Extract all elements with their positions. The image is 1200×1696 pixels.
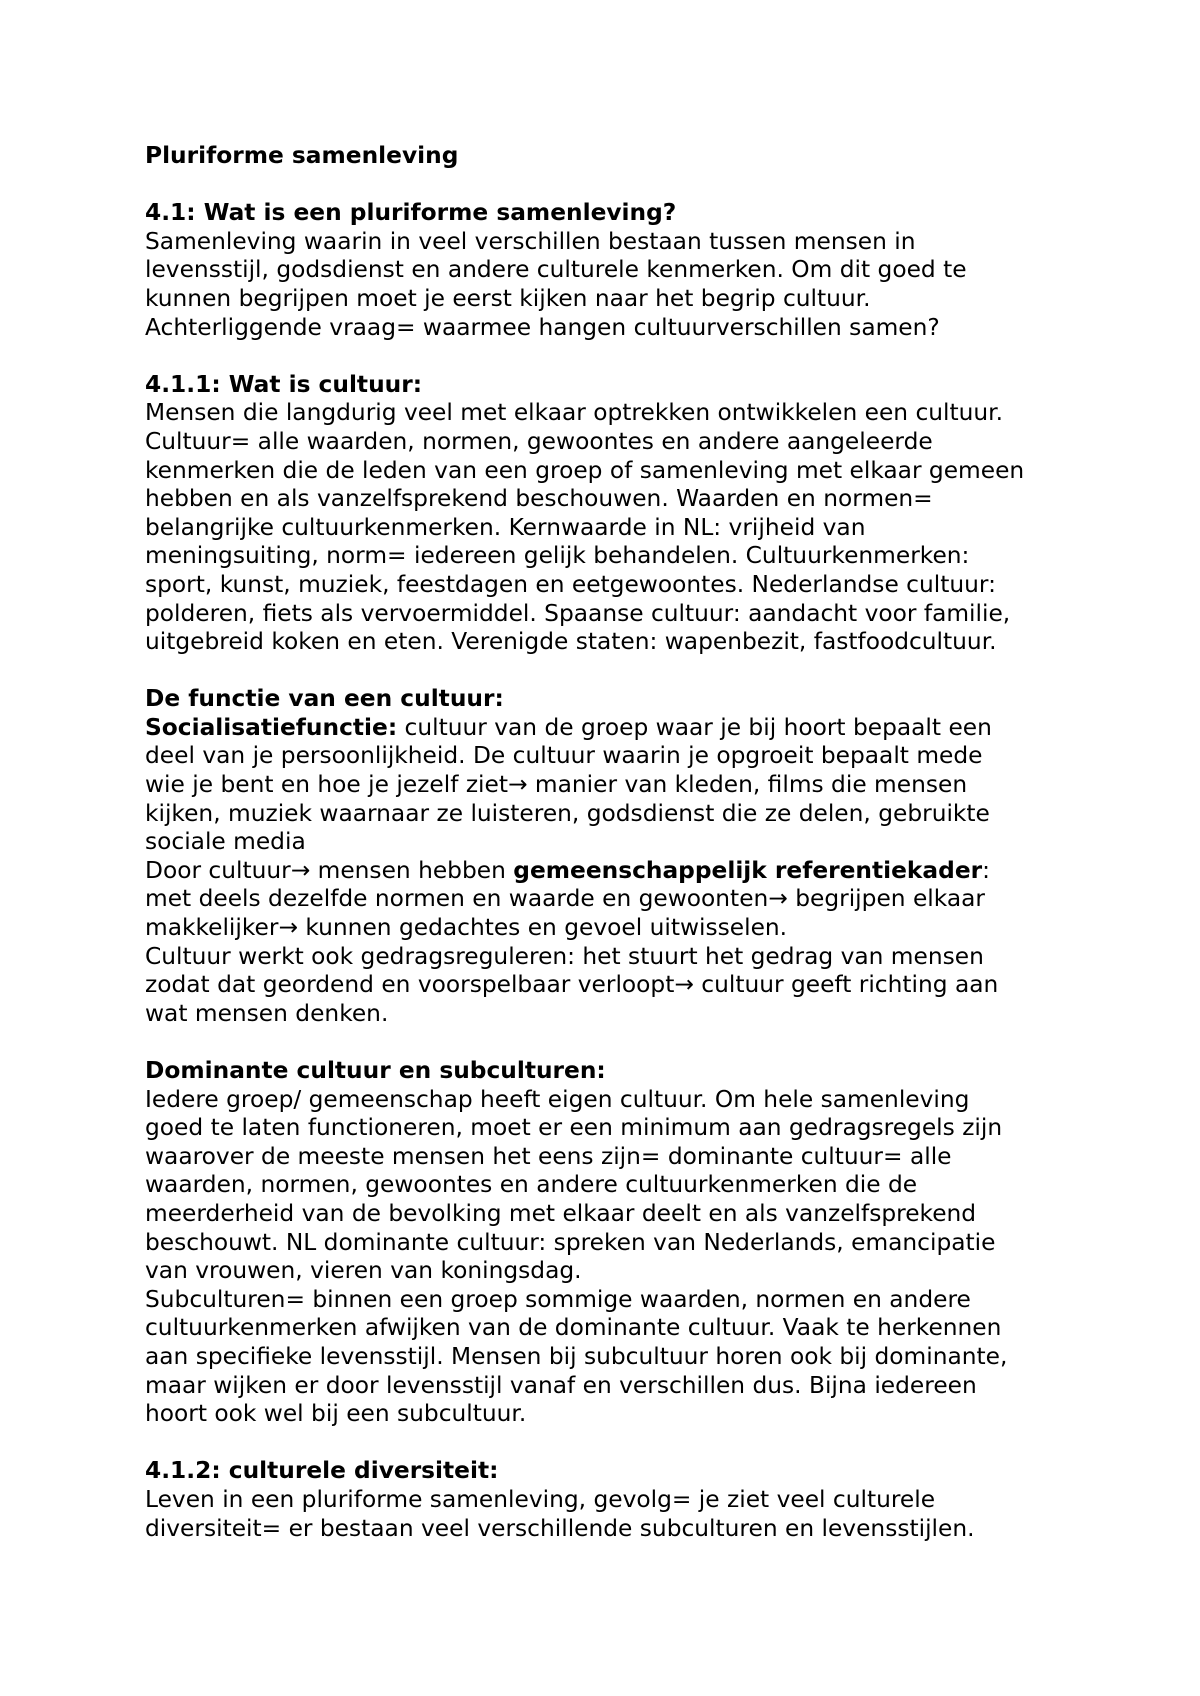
text-line: cultuurkenmerken afwijken van de dominante cultuur. Vaak te herkennen (145, 1314, 1002, 1342)
text-line: sport, kunst, muziek, feestdagen en eetgewoontes. Nederlandse cultuur: (145, 570, 996, 598)
text-line: wie je bent en hoe je jezelf ziet→ manier van kleden, films die mensen (145, 771, 968, 799)
text-line: van vrouwen, vieren van koningsdag. (145, 1257, 582, 1285)
text-line: meningsuiting, norm= iedereen gelijk behandelen. Cultuurkenmerken: (145, 542, 970, 570)
text-line: Cultuur werkt ook gedragsreguleren: het stuurt het gedrag van mensen (145, 942, 984, 970)
text-line: Leven in een pluriforme samenleving, gevolg= je ziet veel culturele (145, 1485, 936, 1513)
text-line: goed te laten functioneren, moet er een minimum aan gedragsregels zijn (145, 1114, 1003, 1142)
blank-line (145, 1429, 1075, 1458)
text-line: zodat dat geordend en voorspelbaar verloopt→ cultuur geeft richting aan (145, 971, 999, 999)
text-line: kunnen begrijpen moet je eerst kijken naar het begrip cultuur. (145, 284, 871, 312)
socialisatie-text: cultuur van de groep waar je bij hoort bepaalt een (397, 713, 992, 741)
document-page (145, 142, 1075, 1543)
text-line: belangrijke cultuurkenmerken. Kernwaarde in NL: vrijheid van (145, 513, 866, 541)
text-line: hoort ook wel bij een subcultuur. (145, 1400, 527, 1428)
section-heading: 4.1.2: culturele diversiteit: (145, 1457, 499, 1485)
socialisatie-label: Socialisatiefunctie: (145, 713, 398, 741)
blank-line (145, 342, 1075, 371)
section-heading: 4.1: Wat is een pluriforme samenleving? (145, 199, 677, 227)
text-line: hebben en als vanzelfsprekend beschouwen. Waarden en normen= (145, 485, 933, 513)
text-line: polderen, fiets als vervoermiddel. Spaanse cultuur: aandacht voor familie, (145, 599, 1011, 627)
text-line: wat mensen denken. (145, 999, 389, 1027)
text-line: waarden, normen, gewoontes en andere cultuurkenmerken die de (145, 1171, 918, 1199)
document-title: Pluriforme samenleving (145, 142, 459, 169)
text-line: maar wijken er door levensstijl vanaf en verschillen dus. Bijna iedereen (145, 1371, 977, 1399)
text-line: Mensen die langdurig veel met elkaar optrekken ontwikkelen een cultuur. (145, 399, 1004, 427)
text-line: deel van je persoonlijkheid. De cultuur waarin je opgroeit bepaalt mede (145, 742, 983, 770)
text-line (145, 857, 1075, 886)
referentiekader-term: gemeenschappelijk referentiekader (513, 856, 983, 884)
text-line: kenmerken die de leden van een groep of samenleving met elkaar gemeen (145, 456, 1025, 484)
text-line: Samenleving waarin in veel verschillen bestaan tussen mensen in (145, 227, 916, 255)
blank-line (145, 657, 1075, 686)
text-line: uitgebreid koken en eten. Verenigde staten: wapenbezit, fastfoodcultuur. (145, 628, 997, 656)
section-heading: De functie van een cultuur: (145, 685, 504, 713)
text-line: Iedere groep/ gemeenschap heeft eigen cultuur. Om hele samenleving (145, 1085, 970, 1113)
blank-line (145, 1028, 1075, 1057)
text-line: waarover de meeste mensen het eens zijn= dominante cultuur= alle (145, 1142, 952, 1170)
text-line: Subculturen= binnen een groep sommige waarden, normen en andere (145, 1285, 971, 1313)
text-line: sociale media (145, 828, 306, 856)
section-heading: 4.1.1: Wat is cultuur: (145, 370, 423, 398)
text-line: met deels dezelfde normen en waarde en gewoonten→ begrijpen elkaar (145, 885, 985, 913)
text-line: levensstijl, godsdienst en andere culturele kenmerken. Om dit goed te (145, 256, 967, 284)
text-line: Achterliggende vraag= waarmee hangen cultuurverschillen samen? (145, 313, 940, 341)
section-heading: Dominante cultuur en subculturen: (145, 1057, 606, 1084)
text-line: aan specifieke levensstijl. Mensen bij subcultuur horen ook bij dominante, (145, 1342, 1008, 1370)
door-cultuur-text: Door cultuur→ mensen hebben (145, 856, 514, 884)
colon: : (982, 856, 990, 884)
text-line: kijken, muziek waarnaar ze luisteren, godsdienst die ze delen, gebruikte (145, 799, 990, 827)
text-line: meerderheid van de bevolking met elkaar deelt en als vanzelfsprekend (145, 1199, 977, 1227)
text-line: makkelijker→ kunnen gedachtes en gevoel uitwisselen. (145, 914, 788, 942)
blank-line (145, 171, 1075, 200)
text-line: beschouwt. NL dominante cultuur: spreken van Nederlands, emancipatie (145, 1228, 996, 1256)
text-line (145, 714, 1075, 743)
text-line: diversiteit= er bestaan veel verschillende subculturen en levensstijlen. (145, 1514, 975, 1542)
text-line: Cultuur= alle waarden, normen, gewoontes en andere aangeleerde (145, 427, 933, 455)
